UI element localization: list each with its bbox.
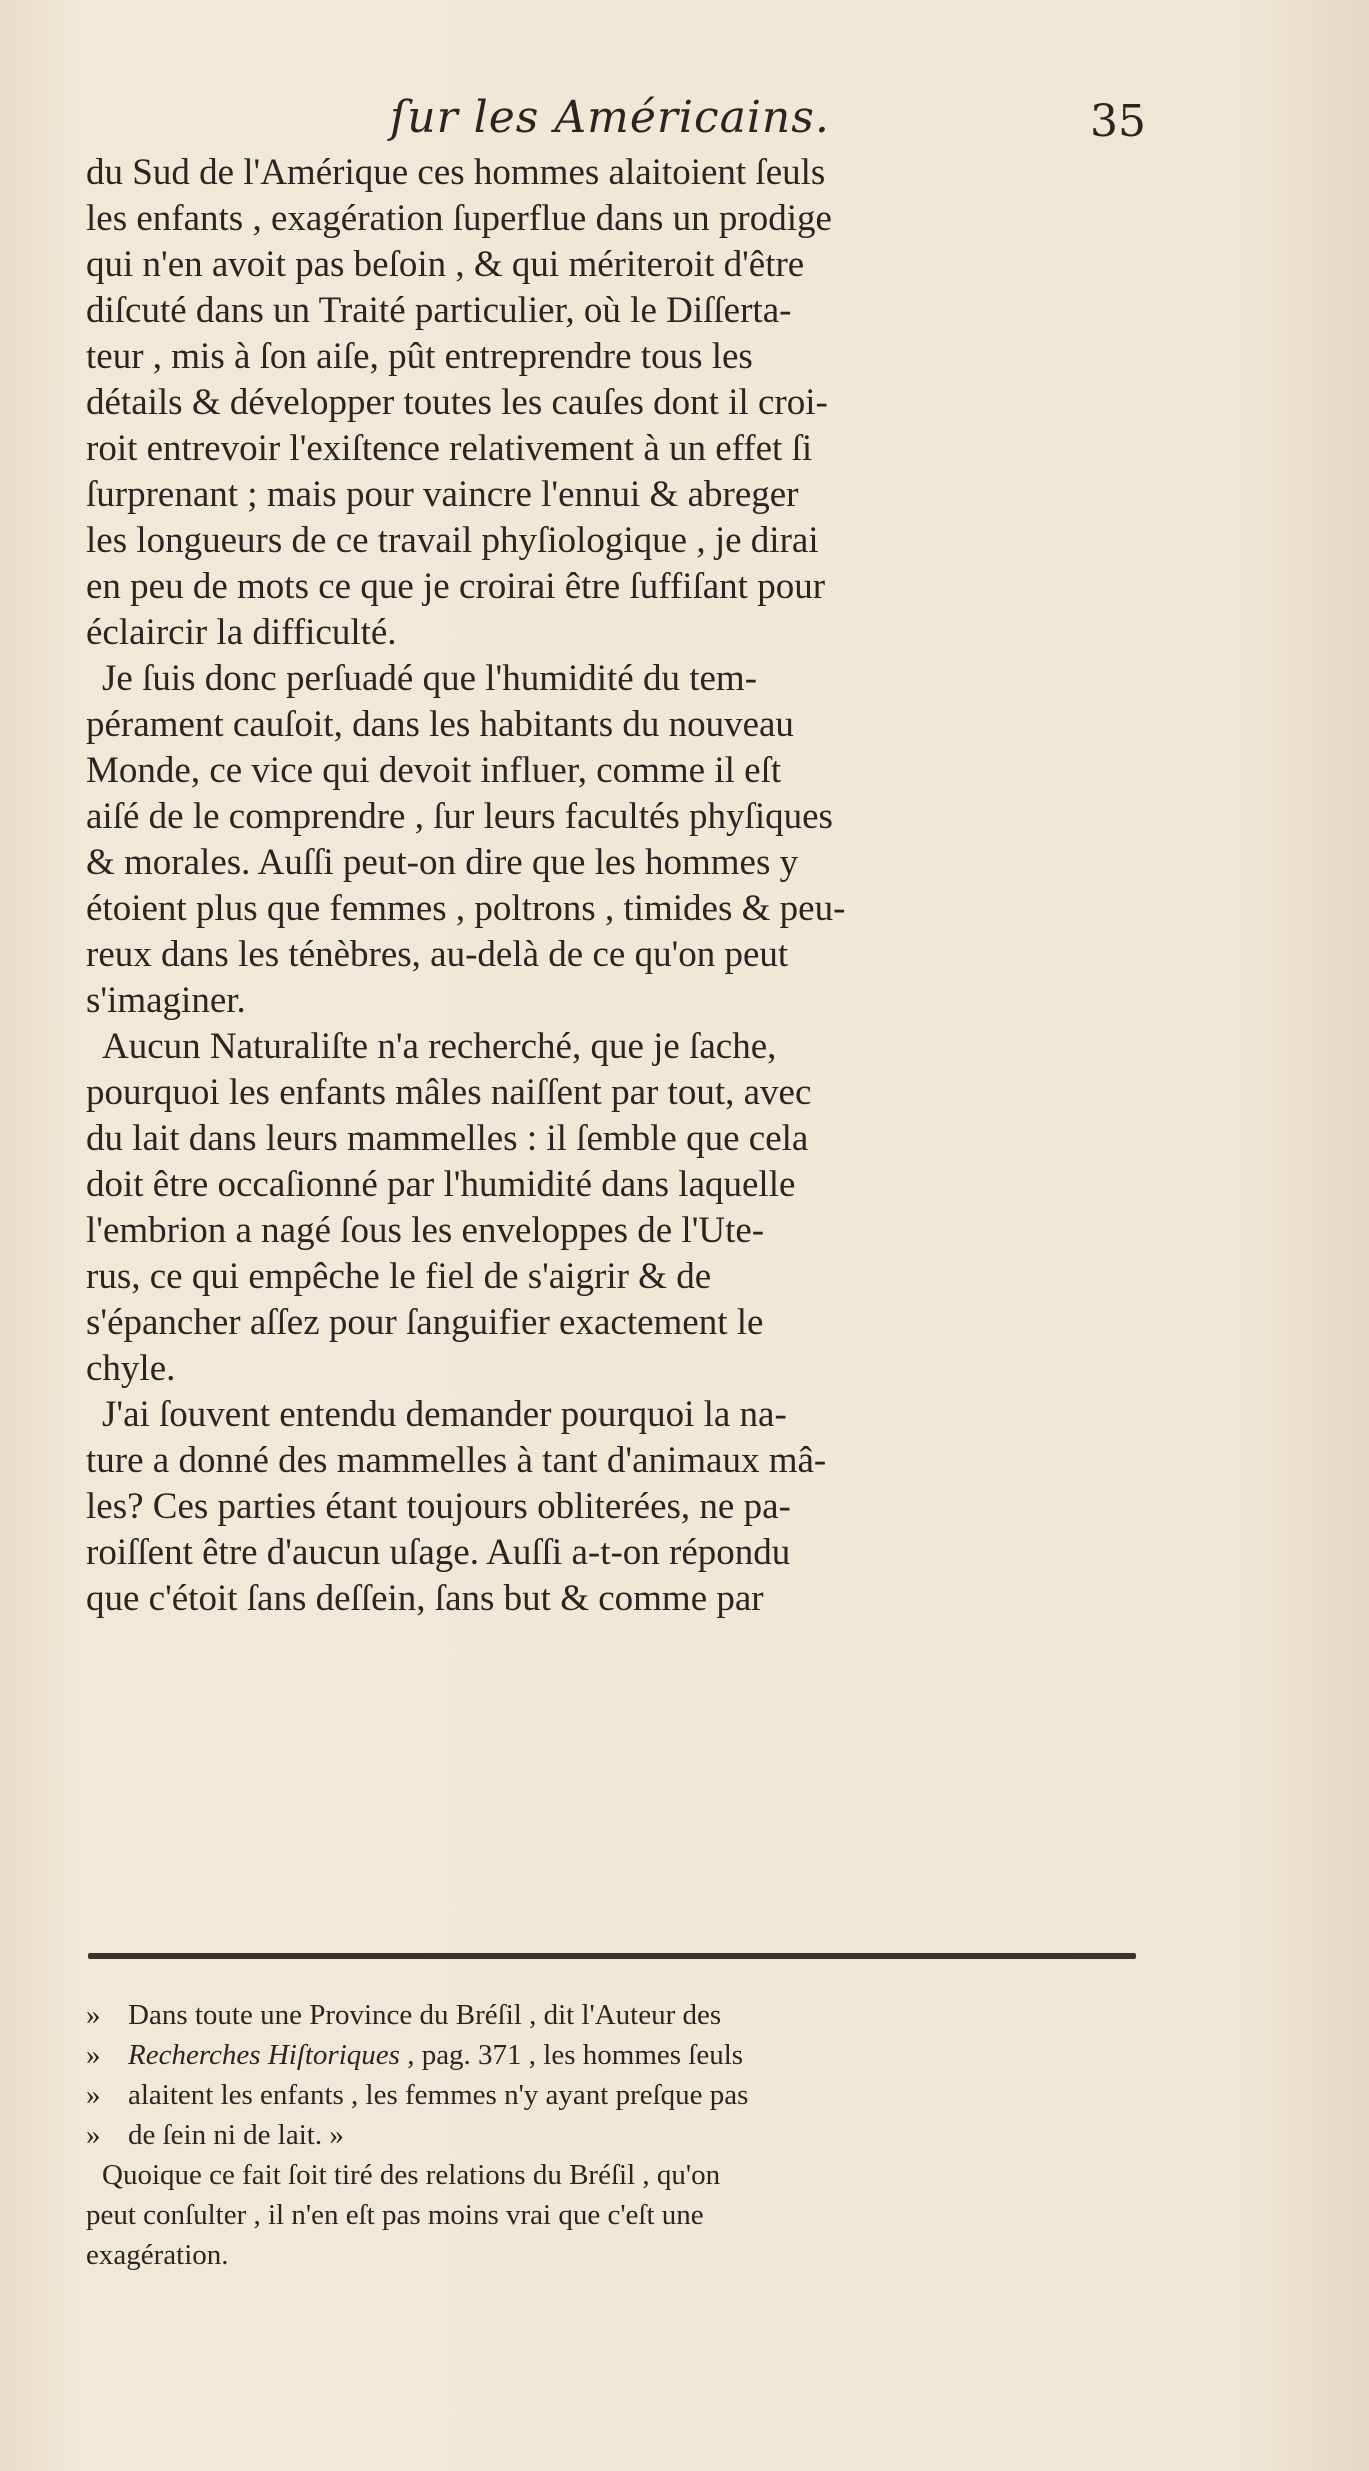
footnote-quote-line: , pag. 371 , les hommes ſeuls	[407, 2039, 744, 2071]
text-line: les longueurs de ce travail phyſiologique , je dirai	[86, 520, 819, 561]
text-line: étoient plus que femmes , poltrons , timides & peu-	[86, 888, 846, 929]
text-line: en peu de mots ce que je croirai être ſuffiſant pour	[86, 566, 826, 607]
text-line: s'épancher aſſez pour ſanguifier exactement le	[86, 1302, 764, 1343]
text-line: que c'étoit ſans deſſein, ſans but & comme par	[86, 1578, 764, 1619]
text-line: pourquoi les enfants mâles naiſſent par tout, avec	[86, 1072, 812, 1113]
text-line: qui n'en avoit pas beſoin , & qui mériteroit d'être	[86, 244, 805, 285]
footnotes	[86, 1995, 1154, 2275]
page-header	[0, 92, 1369, 152]
quote-mark: »	[86, 2119, 101, 2151]
text-line: Aucun Naturaliſte n'a recherché, que je ſache,	[102, 1026, 777, 1067]
footnote-quote-line: de ſein ni de lait. »	[128, 2119, 344, 2151]
text-line: pérament cauſoit, dans les habitants du nouveau	[86, 704, 794, 745]
text-line: Je ſuis donc perſuadé que l'humidité du tem-	[102, 658, 758, 699]
quote-mark: »	[86, 2039, 101, 2071]
footnote-note-line: exagération.	[86, 2239, 229, 2271]
running-head: ſur les Américains.	[390, 92, 830, 143]
footnote-note-line: Quoique ce fait ſoit tiré des relations du Bréſil , qu'on	[102, 2159, 721, 2191]
quote-mark: »	[86, 2079, 101, 2111]
text-line: & morales. Auſſi peut-on dire que les hommes y	[86, 842, 799, 883]
text-line: reux dans les ténèbres, au-delà de ce qu'on peut	[86, 934, 789, 975]
text-line: détails & développer toutes les cauſes dont il croi-	[86, 382, 828, 423]
footnote-line	[86, 1995, 1154, 2035]
text-line: roit entrevoir l'exiſtence relativement à un effet ſi	[86, 428, 813, 469]
text-line: les enfants , exagération ſuperflue dans un prodige	[86, 198, 832, 239]
text-line: du lait dans leurs mammelles : il ſemble que cela	[86, 1118, 809, 1159]
text-line: ſurprenant ; mais pour vaincre l'ennui & abreger	[86, 474, 799, 515]
footnote-quote-line: Dans toute une Province du Bréſil , dit l'Auteur des	[128, 1999, 722, 2031]
text-line: éclaircir la difficulté.	[86, 612, 397, 653]
text-line: Monde, ce vice qui devoit influer, comme il eſt	[86, 750, 782, 791]
footnote-line	[86, 2035, 1154, 2075]
main-text	[86, 150, 1154, 1622]
footnote-note-line: peut conſulter , il n'en eſt pas moins vrai que c'eſt une	[86, 2199, 704, 2231]
quote-mark: »	[86, 1999, 101, 2031]
footnote-rule	[88, 1953, 1136, 1959]
footnote-quote-line: alaitent les enfants , les femmes n'y ayant preſque pas	[128, 2079, 749, 2111]
cited-work-title: Recherches Hiſtoriques	[128, 2039, 400, 2071]
footnote-line	[86, 2075, 1154, 2115]
text-line: s'imaginer.	[86, 980, 246, 1021]
text-line: J'ai ſouvent entendu demander pourquoi la na-	[102, 1394, 787, 1435]
text-line: chyle.	[86, 1348, 176, 1389]
text-line: l'embrion a nagé ſous les enveloppes de l'Ute-	[86, 1210, 765, 1251]
text-line: diſcuté dans un Traité particulier, où le Diſſerta-	[86, 290, 792, 331]
text-line: ture a donné des mammelles à tant d'animaux mâ-	[86, 1440, 827, 1481]
text-line: rus, ce qui empêche le fiel de s'aigrir & de	[86, 1256, 712, 1297]
text-line: roiſſent être d'aucun uſage. Auſſi a-t-on répondu	[86, 1532, 791, 1573]
text-line: les? Ces parties étant toujours obliterées, ne pa-	[86, 1486, 791, 1527]
page-number: 35	[1090, 96, 1146, 147]
text-line: aiſé de le comprendre , ſur leurs facultés phyſiques	[86, 796, 833, 837]
footnote-line	[86, 2115, 1154, 2155]
text-line: du Sud de l'Amérique ces hommes alaitoient ſeuls	[86, 152, 826, 193]
text-line: doit être occaſionné par l'humidité dans laquelle	[86, 1164, 796, 1205]
text-line: teur , mis à ſon aiſe, pût entreprendre tous les	[86, 336, 753, 377]
